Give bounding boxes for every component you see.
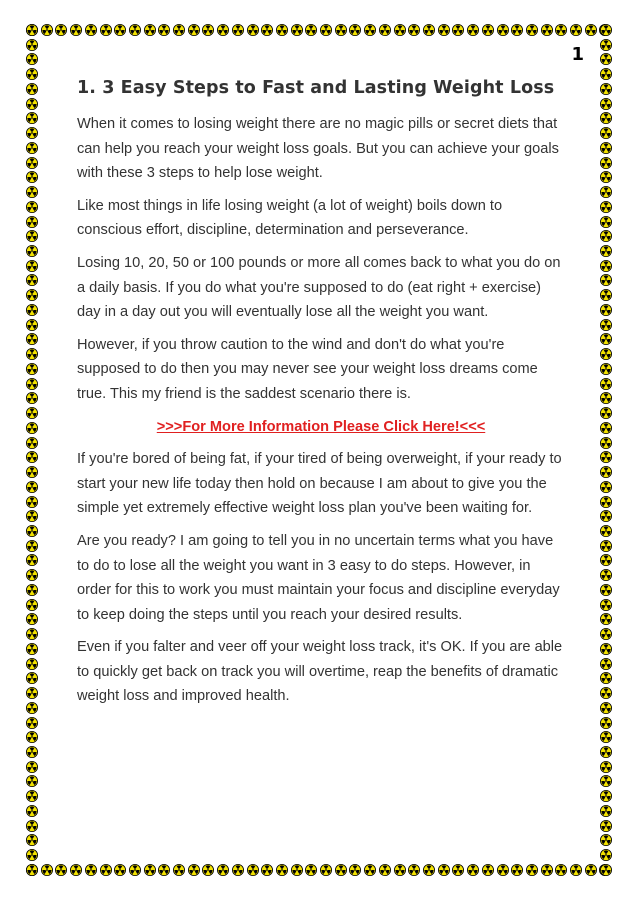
radiation-icon — [26, 834, 38, 846]
radiation-icon — [600, 363, 612, 375]
radiation-icon — [600, 186, 612, 198]
radiation-icon — [26, 157, 38, 169]
radiation-icon — [364, 24, 376, 36]
radiation-icon — [188, 24, 200, 36]
radiation-icon — [600, 820, 612, 832]
radiation-icon — [26, 510, 38, 522]
article-title: 1. 3 Easy Steps to Fast and Lasting Weight Loss — [77, 78, 555, 98]
radiation-icon — [26, 186, 38, 198]
cta-container — [77, 415, 565, 440]
radiation-icon — [276, 24, 288, 36]
radiation-icon — [26, 98, 38, 110]
radiation-icon — [26, 849, 38, 861]
radiation-icon — [55, 864, 67, 876]
radiation-icon — [600, 569, 612, 581]
radiation-icon — [555, 24, 567, 36]
radiation-icon — [600, 554, 612, 566]
radiation-icon — [600, 348, 612, 360]
radiation-icon — [26, 378, 38, 390]
radiation-icon — [600, 466, 612, 478]
radiation-icon — [585, 864, 597, 876]
radiation-icon — [188, 864, 200, 876]
radiation-icon — [26, 702, 38, 714]
radiation-icon — [247, 864, 259, 876]
radiation-icon — [26, 481, 38, 493]
radiation-icon — [320, 24, 332, 36]
radiation-icon — [600, 437, 612, 449]
radiation-icon — [541, 24, 553, 36]
radiation-icon — [26, 39, 38, 51]
radiation-icon — [320, 864, 332, 876]
radiation-icon — [467, 864, 479, 876]
radiation-icon — [26, 142, 38, 154]
radiation-icon — [26, 599, 38, 611]
radiation-icon — [600, 201, 612, 213]
page-border-top — [26, 24, 612, 36]
radiation-icon — [600, 378, 612, 390]
radiation-icon — [129, 24, 141, 36]
radiation-icon — [85, 24, 97, 36]
radiation-icon — [600, 599, 612, 611]
radiation-icon — [26, 496, 38, 508]
radiation-icon — [497, 24, 509, 36]
radiation-icon — [26, 171, 38, 183]
radiation-icon — [305, 24, 317, 36]
radiation-icon — [600, 53, 612, 65]
radiation-icon — [526, 24, 538, 36]
radiation-icon — [379, 864, 391, 876]
radiation-icon — [394, 24, 406, 36]
radiation-icon — [600, 717, 612, 729]
radiation-icon — [600, 864, 612, 876]
radiation-icon — [26, 672, 38, 684]
radiation-icon — [600, 658, 612, 670]
radiation-icon — [600, 230, 612, 242]
radiation-icon — [26, 348, 38, 360]
radiation-icon — [335, 24, 347, 36]
radiation-icon — [511, 864, 523, 876]
radiation-icon — [26, 451, 38, 463]
radiation-icon — [600, 687, 612, 699]
radiation-icon — [26, 304, 38, 316]
radiation-icon — [600, 127, 612, 139]
radiation-icon — [600, 746, 612, 758]
radiation-icon — [482, 864, 494, 876]
radiation-icon — [26, 643, 38, 655]
radiation-icon — [600, 834, 612, 846]
radiation-icon — [26, 407, 38, 419]
radiation-icon — [276, 864, 288, 876]
radiation-icon — [26, 864, 38, 876]
radiation-icon — [600, 540, 612, 552]
radiation-icon — [26, 230, 38, 242]
radiation-icon — [41, 24, 53, 36]
radiation-icon — [26, 112, 38, 124]
radiation-icon — [26, 775, 38, 787]
radiation-icon — [26, 289, 38, 301]
radiation-icon — [467, 24, 479, 36]
radiation-icon — [26, 392, 38, 404]
radiation-icon — [26, 761, 38, 773]
radiation-icon — [555, 864, 567, 876]
paragraph-bored: If you're bored of being fat, if your tired of being overweight, if your ready to start your new life today then hold on because I am about to give you the simple yet extremely effective weight loss plan you've been waiting for. — [77, 451, 562, 517]
paragraph-caution: However, if you throw caution to the wind and don't do what you're supposed to do then you may never see your weight loss dreams come true. This my friend is the saddest scenario there is. — [77, 336, 538, 402]
article-body — [77, 78, 565, 717]
radiation-icon — [26, 363, 38, 375]
radiation-icon — [26, 274, 38, 286]
radiation-icon — [100, 24, 112, 36]
radiation-icon — [600, 289, 612, 301]
radiation-icon — [247, 24, 259, 36]
radiation-icon — [100, 864, 112, 876]
radiation-icon — [261, 24, 273, 36]
radiation-icon — [438, 864, 450, 876]
radiation-icon — [600, 672, 612, 684]
radiation-icon — [600, 83, 612, 95]
radiation-icon — [600, 525, 612, 537]
radiation-icon — [600, 775, 612, 787]
page-border-right — [600, 24, 612, 876]
radiation-icon — [26, 83, 38, 95]
radiation-icon — [600, 112, 612, 124]
page-border-left — [26, 24, 38, 876]
radiation-icon — [158, 864, 170, 876]
radiation-icon — [600, 39, 612, 51]
radiation-icon — [600, 481, 612, 493]
radiation-icon — [394, 864, 406, 876]
radiation-icon — [526, 864, 538, 876]
radiation-icon — [173, 864, 185, 876]
radiation-icon — [26, 525, 38, 537]
radiation-icon — [600, 628, 612, 640]
radiation-icon — [541, 864, 553, 876]
radiation-icon — [600, 274, 612, 286]
radiation-icon — [600, 304, 612, 316]
radiation-icon — [202, 24, 214, 36]
radiation-icon — [26, 201, 38, 213]
radiation-icon — [26, 127, 38, 139]
radiation-icon — [600, 451, 612, 463]
radiation-icon — [600, 68, 612, 80]
radiation-icon — [511, 24, 523, 36]
radiation-icon — [600, 333, 612, 345]
radiation-icon — [600, 643, 612, 655]
radiation-icon — [26, 658, 38, 670]
radiation-icon — [482, 24, 494, 36]
radiation-icon — [70, 864, 82, 876]
radiation-icon — [600, 849, 612, 861]
radiation-icon — [26, 24, 38, 36]
radiation-icon — [26, 540, 38, 552]
radiation-icon — [232, 864, 244, 876]
radiation-icon — [26, 245, 38, 257]
paragraph-daily-basis: Losing 10, 20, 50 or 100 pounds or more all comes back to what you do on a daily basis. If you do what you're supposed to do (eat right + exercise) day in a day out you will eventually lose all the weight you want. — [77, 254, 561, 321]
radiation-icon — [600, 24, 612, 36]
radiation-icon — [26, 216, 38, 228]
radiation-icon — [70, 24, 82, 36]
radiation-icon — [600, 216, 612, 228]
radiation-icon — [26, 53, 38, 65]
radiation-icon — [85, 864, 97, 876]
radiation-icon — [114, 864, 126, 876]
radiation-icon — [585, 24, 597, 36]
radiation-icon — [423, 24, 435, 36]
radiation-icon — [26, 687, 38, 699]
radiation-icon — [26, 805, 38, 817]
radiation-icon — [600, 613, 612, 625]
radiation-icon — [129, 864, 141, 876]
radiation-icon — [26, 569, 38, 581]
page-number: 1 — [571, 44, 584, 65]
radiation-icon — [232, 24, 244, 36]
radiation-icon — [600, 171, 612, 183]
radiation-icon — [217, 24, 229, 36]
radiation-icon — [349, 864, 361, 876]
radiation-icon — [600, 407, 612, 419]
radiation-icon — [158, 24, 170, 36]
radiation-icon — [261, 864, 273, 876]
radiation-icon — [202, 864, 214, 876]
radiation-icon — [291, 24, 303, 36]
radiation-icon — [600, 731, 612, 743]
radiation-icon — [600, 790, 612, 802]
radiation-icon — [364, 864, 376, 876]
radiation-icon — [600, 319, 612, 331]
radiation-icon — [570, 864, 582, 876]
radiation-icon — [114, 24, 126, 36]
radiation-icon — [600, 392, 612, 404]
radiation-icon — [600, 422, 612, 434]
radiation-icon — [55, 24, 67, 36]
paragraph-falter: Even if you falter and veer off your weight loss track, it's OK. If you are able to quickly get back on track you will overtime, reap the benefits of dramatic weight loss and improved health. — [77, 639, 563, 705]
radiation-icon — [26, 333, 38, 345]
radiation-icon — [217, 864, 229, 876]
radiation-icon — [600, 584, 612, 596]
radiation-icon — [408, 864, 420, 876]
page-border-bottom — [26, 864, 612, 876]
radiation-icon — [600, 260, 612, 272]
radiation-icon — [26, 554, 38, 566]
radiation-icon — [600, 805, 612, 817]
radiation-icon — [497, 864, 509, 876]
more-information-link[interactable]: >>>For More Information Please Click Here!<<< — [156, 418, 486, 435]
radiation-icon — [600, 142, 612, 154]
radiation-icon — [600, 157, 612, 169]
radiation-icon — [349, 24, 361, 36]
paragraph-effort: Like most things in life losing weight (a lot of weight) boils down to conscious effort, discipline, determination and perseverance. — [77, 197, 503, 239]
radiation-icon — [26, 260, 38, 272]
radiation-icon — [408, 24, 420, 36]
radiation-icon — [26, 717, 38, 729]
radiation-icon — [26, 319, 38, 331]
radiation-icon — [26, 437, 38, 449]
radiation-icon — [452, 24, 464, 36]
paragraph-intro: When it comes to losing weight there are no magic pills or secret diets that can help you reach your weight loss goals. But you can achieve your goals with these 3 steps to help lose weight. — [77, 116, 559, 182]
radiation-icon — [26, 584, 38, 596]
radiation-icon — [26, 820, 38, 832]
radiation-icon — [600, 761, 612, 773]
radiation-icon — [570, 24, 582, 36]
radiation-icon — [600, 702, 612, 714]
radiation-icon — [600, 496, 612, 508]
radiation-icon — [600, 98, 612, 110]
radiation-icon — [26, 731, 38, 743]
radiation-icon — [26, 422, 38, 434]
radiation-icon — [173, 24, 185, 36]
radiation-icon — [423, 864, 435, 876]
paragraph-ready: Are you ready? I am going to tell you in no uncertain terms what you have to do to lose all the weight you want in 3 easy to do steps. However, in order for this to work you must maintain your focus and discipline everyday to keep doing the steps until you reach your desired results. — [77, 532, 560, 623]
radiation-icon — [452, 864, 464, 876]
radiation-icon — [26, 746, 38, 758]
radiation-icon — [305, 864, 317, 876]
radiation-icon — [26, 613, 38, 625]
radiation-icon — [600, 510, 612, 522]
radiation-icon — [26, 466, 38, 478]
radiation-icon — [144, 24, 156, 36]
radiation-icon — [291, 864, 303, 876]
radiation-icon — [379, 24, 391, 36]
radiation-icon — [438, 24, 450, 36]
radiation-icon — [26, 790, 38, 802]
radiation-icon — [600, 245, 612, 257]
radiation-icon — [41, 864, 53, 876]
radiation-icon — [26, 68, 38, 80]
radiation-icon — [335, 864, 347, 876]
radiation-icon — [26, 628, 38, 640]
radiation-icon — [144, 864, 156, 876]
